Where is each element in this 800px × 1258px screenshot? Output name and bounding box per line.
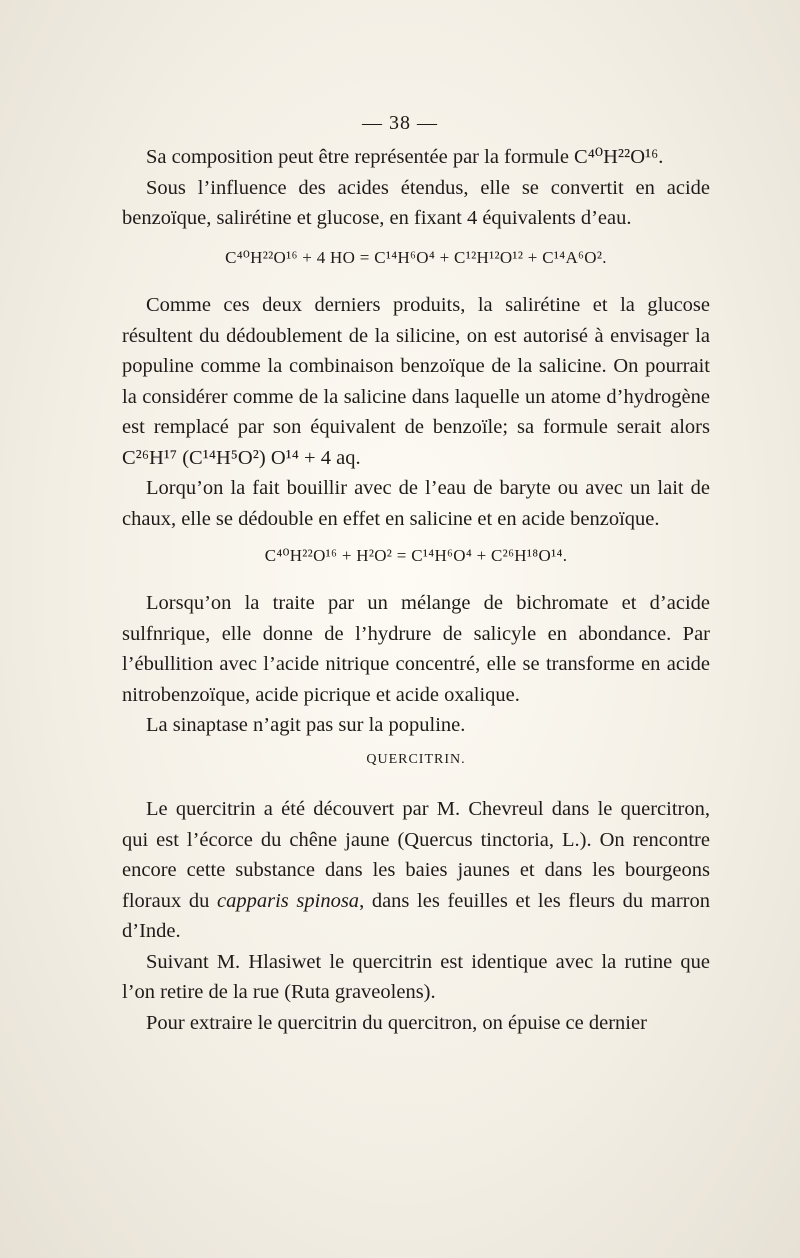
- chemical-equation-dedoublement: C⁴⁰H²²O¹⁶ + H²O² = C¹⁴H⁶O⁴ + C²⁶H¹⁸O¹⁴.: [264, 546, 568, 565]
- paragraph-acid-reaction: Sous l’influence des acides étendus, elle se convertit en acide benzoïque, salirétine et glucose, en fixant 4 équivalents d’eau.: [122, 176, 710, 229]
- paragraph-baryte-reaction: Lorqu’on la fait bouillir avec de l’eau de baryte ou avec un lait de chaux, elle se dédouble en effet en salicine et en acide benzoïque.: [122, 477, 710, 530]
- paragraph-hlasiwet: Suivant M. Hlasiwet le quercitrin est identique avec la rutine que l’on retire de la rue (Ruta graveolens).: [122, 950, 710, 1003]
- paragraph-populine-structure: Comme ces deux derniers produits, la salirétine et la glucose résultent du dédoublement de la silicine, on est autorisé à envisager la populine comme la combinaison benzoïque de la salicine. On pourrait la considérer comme de la salicine dans laquelle un atome d’hydrogène est remplacé par son équivalent de benzoïle; sa formule serait alors C²⁶H¹⁷ (C¹⁴H⁵O²) O¹⁴ + 4 aq.: [122, 294, 710, 469]
- paragraph-quercitrin-discovery: [122, 794, 710, 947]
- paragraph-bichromate-reaction: Lorsqu’on la traite par un mélange de bichromate et d’acide sulfnrique, elle donne de l’hydrure de salicyle en abondance. Par l’ébullition avec l’acide nitrique concentré, elle se transforme en acide nitrobenzoïque, acide picrique et acide oxalique.: [122, 592, 710, 706]
- text-block-populine: [122, 290, 710, 534]
- paragraph-composition-formula: Sa composition peut être représentée par la formule C⁴⁰H²²O¹⁶.: [146, 146, 664, 168]
- text-block-oxidation: [122, 588, 710, 741]
- species-name-italic: capparis spinosa: [217, 889, 360, 912]
- page-number: — 38 —: [362, 112, 438, 134]
- paragraph-extraction: Pour extraire le quercitrin du quercitron, on épuise ce dernier: [146, 1011, 647, 1034]
- text-block-quercitrin: [122, 794, 710, 1038]
- paragraph-sinaptase: La sinaptase n’agit pas sur la populine.: [146, 714, 466, 736]
- section-heading-quercitrin: QUERCITRIN.: [366, 752, 466, 767]
- paragraph-quercitrin-text-1: Le quercitrin a été découvert par M. Chevreul dans le quercitron, qui est l’écorce du chêne jaune (Quercus tinctoria, L.). On rencontre encore cette substance dans les baies jaunes et dans les bourgeons floraux du: [122, 798, 710, 912]
- paragraph-quercitrin-text-2: , dans les feuilles et les fleurs du marron d’Inde.: [122, 889, 710, 942]
- chemical-equation-hydrolysis: C⁴⁰H²²O¹⁶ + 4 HO = C¹⁴H⁶O⁴ + C¹²H¹²O¹² + C¹⁴A⁶O².: [225, 248, 607, 267]
- text-block-composition: [122, 142, 710, 234]
